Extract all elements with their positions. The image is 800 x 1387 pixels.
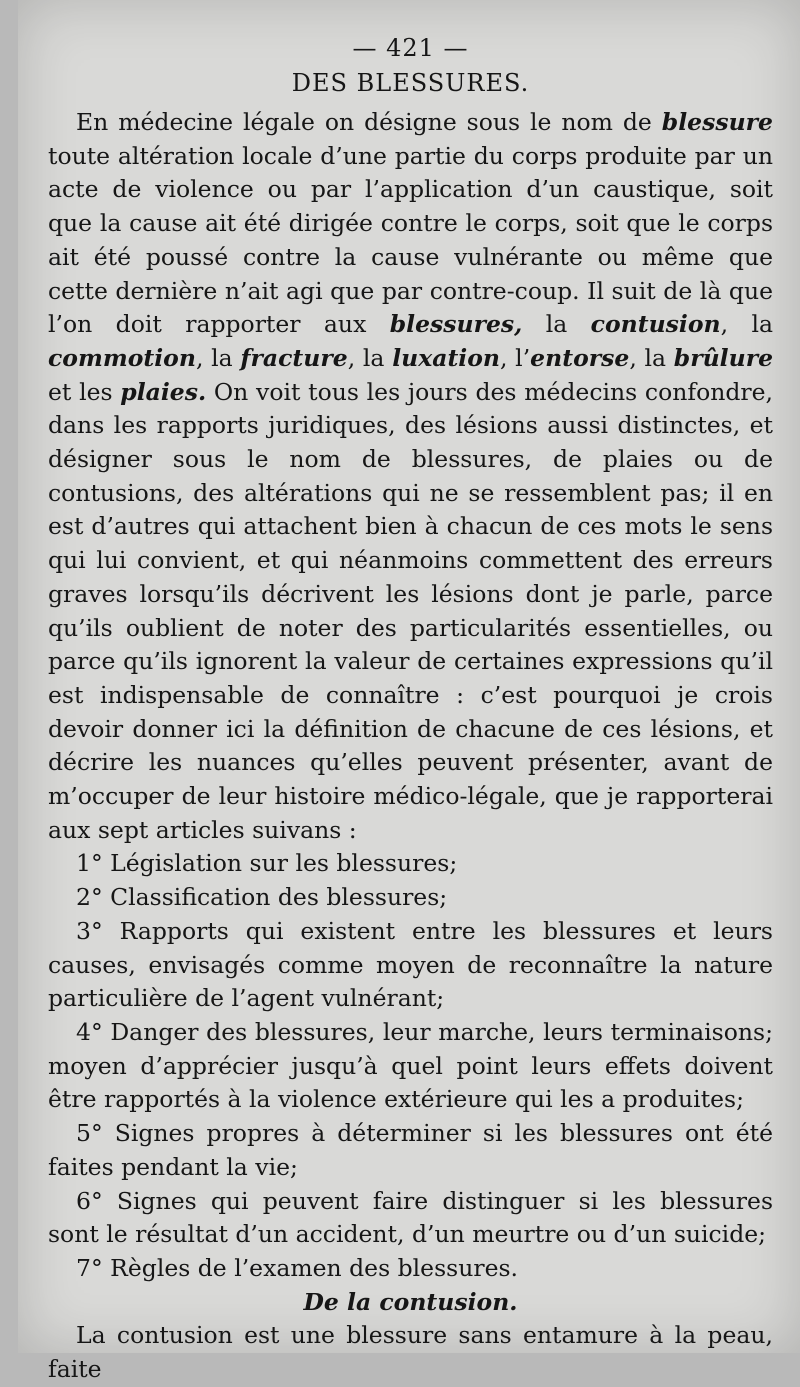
intro-text: toute altération locale d’une partie du corps produite par un acte de violence ou par l’application d’un caustique, soit que la cause ait été dirigée contre le corps, soit que le corps ait été poussé contre la cause vulnérante ou même que cette dernière n’ait agi que par contre-coup. Il suit de là que l’on doit rapporter aux — [48, 141, 773, 339]
intro-text: la — [522, 310, 591, 339]
term-fracture: fracture — [240, 343, 348, 372]
term-entorse: entorse — [530, 343, 630, 372]
term-plaies: plaies. — [120, 377, 207, 406]
intro-text: , l’ — [499, 343, 531, 372]
intro-text: , la — [347, 343, 393, 372]
article-item: 3° Rapports qui existent entre les blessures et leurs causes, envisagés comme moyen de reconnaître la nature particulière de l’agent vulnérant; — [48, 916, 773, 1013]
article-item: 2° Classification des blessures; — [76, 883, 448, 912]
page-text — [48, 30, 773, 1387]
intro-text: , la — [195, 343, 241, 372]
article-item: 5° Signes propres à déterminer si les blessures ont été faites pendant la vie; — [48, 1119, 773, 1181]
term-brulure: brûlure — [673, 343, 774, 372]
intro-text: et les — [48, 377, 121, 406]
book-page — [18, 0, 800, 1384]
intro-text: En médecine légale on désigne sous le nom de — [76, 108, 662, 136]
term-commotion: commotion — [48, 343, 196, 372]
intro-text: , la — [720, 310, 773, 339]
term-luxation: luxation — [392, 343, 500, 372]
term-blessures: blessures, — [389, 310, 523, 339]
last-paragraph-line: La contusion est une blessure sans entamure à la peau, faite — [48, 1321, 773, 1384]
page-number: — 421 — — [352, 34, 469, 62]
intro-paragraph — [48, 106, 773, 847]
article-item: 7° Règles de l’examen des blessures. — [76, 1253, 519, 1282]
section-title: DES BLESSURES. — [291, 69, 530, 97]
term-blessure: blessure — [661, 108, 773, 136]
subheading: De la contusion. — [303, 1287, 518, 1316]
intro-text: , la — [629, 343, 674, 372]
article-item: 4° Danger des blessures, leur marche, leurs terminaisons; moyen d’apprécier jusqu’à quel point leurs effets doivent être rapportés à la violence extérieure qui les a produites; — [48, 1017, 773, 1114]
article-item: 1° Législation sur les blessures; — [76, 849, 458, 878]
term-contusion: contusion — [590, 310, 721, 339]
article-item: 6° Signes qui peuvent faire distinguer si les blessures sont le résultat d’un accident, d’un meurtre ou d’un suicide; — [48, 1186, 773, 1249]
intro-text: On voit tous les jours des médecins confondre, dans les rapports juridiques, des lésions aussi distinctes, et désigner sous le nom de blessures, de plaies ou de contusions, des altérations qui ne se ressemblent pas; il en est d’autres qui attachent bien à chacun de ces mots le sens qui lui convient, et qui néanmoins commettent des erreurs graves lorsqu’ils décrivent les lésions dont je parle, parce qu’ils oublient de noter des particularités essentielles, ou parce qu’ils ignorent la valeur de certaines expressions qu’il est indispensable de connaître : c’est pourquoi je crois devoir donner ici la définition de chacune de ces lésions, et décrire les nuances qu’elles peuvent présenter, avant de m’occuper de leur histoire médico-légale, que je rapporterai aux sept articles suivans : — [48, 377, 774, 844]
